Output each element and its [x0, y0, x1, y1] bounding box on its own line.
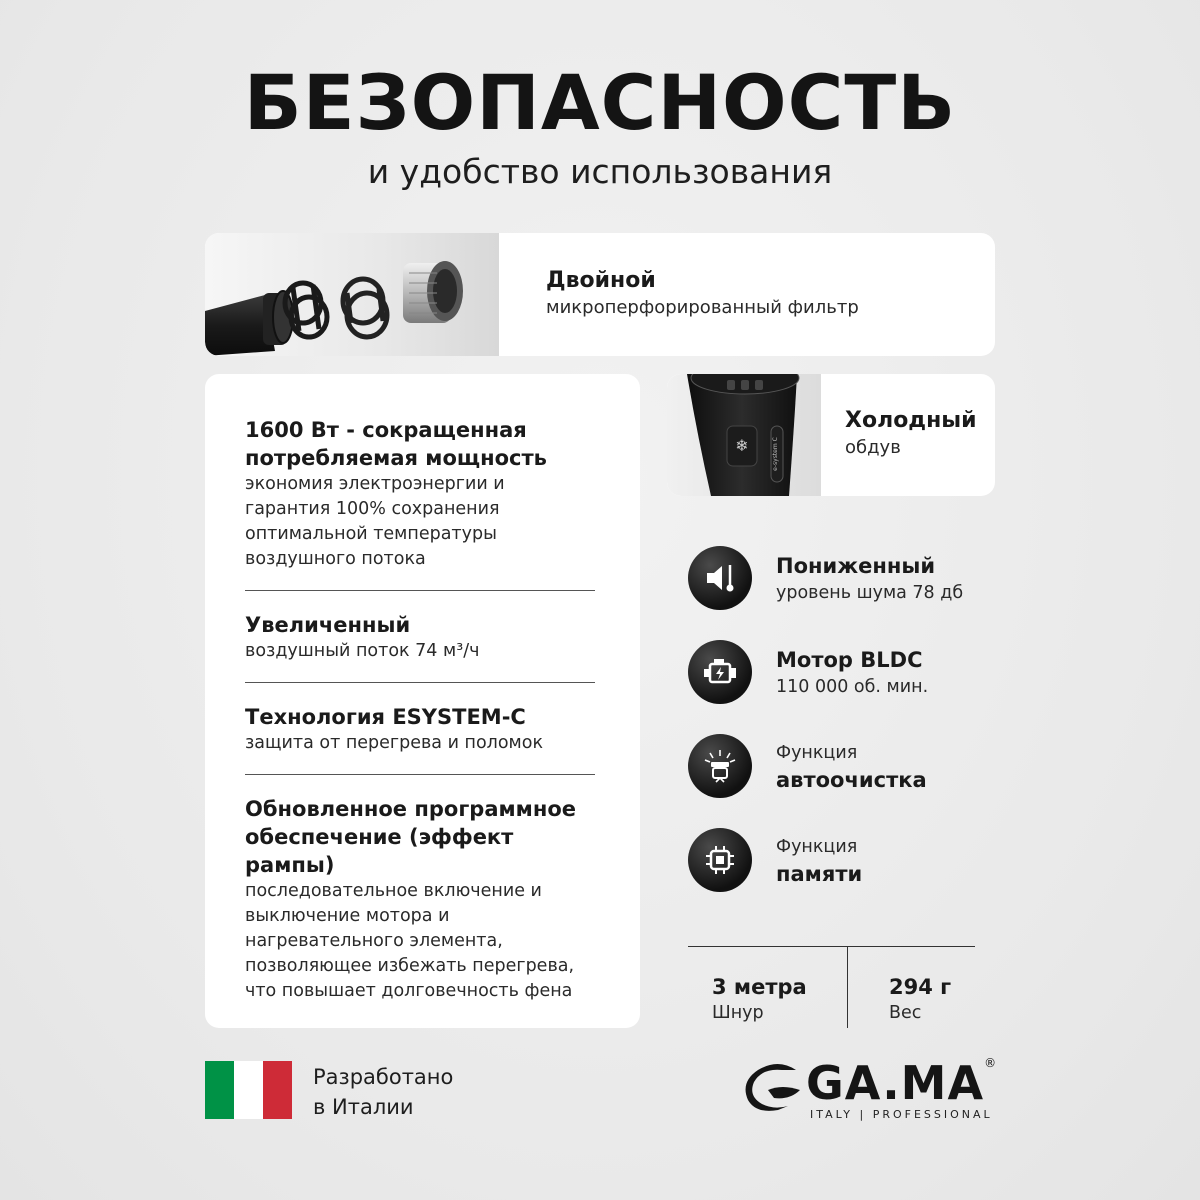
logo-tagline: ITALY | PROFESSIONAL [810, 1108, 993, 1121]
feature-airflow [245, 611, 595, 664]
filter-title: Двойной [546, 268, 656, 293]
spec-value: 294 г [889, 975, 952, 999]
logo-mark-icon [738, 1060, 808, 1116]
icon-feature-title: памяти [776, 862, 863, 886]
feature-motor [688, 640, 998, 704]
flag-stripe-red [263, 1061, 292, 1119]
spec-value: 3 метра [712, 975, 807, 999]
feature-esystem [245, 703, 595, 756]
italy-flag-icon [205, 1061, 292, 1119]
dryer-closeup-image [667, 374, 821, 496]
spec-label: Шнур [712, 1003, 764, 1023]
logo-text: GA.MA [806, 1056, 985, 1110]
logo-registered: ® [984, 1056, 998, 1070]
feature-low-noise [688, 546, 998, 610]
divider [245, 590, 595, 591]
filter-subtitle: микроперфорированный фильтр [546, 297, 859, 318]
filter-card [205, 233, 995, 356]
cold-air-card [667, 374, 995, 496]
feature-desc: экономия электроэнергии и гарантия 100% сохранения оптимальной температуры воздушного потока [245, 474, 505, 569]
speaker-icon [688, 546, 752, 610]
icon-feature-label: Функция [776, 837, 858, 857]
feature-title: Технология ESYSTEM-C [245, 705, 526, 729]
feature-software [245, 795, 595, 1004]
divider [245, 682, 595, 683]
spec-weight [889, 975, 951, 1023]
feature-desc: последовательное включение и выключение мотора и нагревательного элемента, позволяющее избежать перегрева, что повышает долговечность фена [245, 881, 575, 1001]
feature-desc: защита от перегрева и поломок [245, 733, 544, 753]
icon-feature-desc: уровень шума 78 дб [776, 583, 964, 603]
spec-label: Вес [889, 1003, 922, 1023]
device-label: e-system C [772, 437, 779, 471]
page-title: БЕЗОПАСНОСТЬ [243, 58, 957, 147]
engine-icon [688, 640, 752, 704]
feature-title: Обновленное программное обеспечение (эффект рампы) [245, 797, 577, 877]
icon-feature-title: Пониженный [776, 554, 936, 578]
made-in-italy-text [313, 1062, 453, 1122]
chip-icon [688, 828, 752, 892]
italy-line-1: Разработано [313, 1065, 454, 1089]
specs-separator [847, 946, 848, 1028]
icon-feature-title: Мотор BLDC [776, 648, 923, 672]
cold-title: Холодный [845, 408, 977, 433]
features-card [205, 374, 640, 1028]
divider [245, 774, 595, 775]
spec-cord [712, 975, 807, 1023]
feature-self-clean [688, 734, 998, 798]
italy-line-2: в Италии [313, 1095, 414, 1119]
flag-stripe-green [205, 1061, 234, 1119]
feature-title: 1600 Вт - сокращенная потребляемая мощность [245, 418, 547, 470]
cold-subtitle: обдув [845, 437, 901, 458]
svg-text:❄: ❄ [735, 436, 749, 455]
page-subtitle: и удобство использования [367, 152, 833, 191]
self-clean-icon [688, 734, 752, 798]
brand-logo [738, 1058, 998, 1124]
icon-feature-title: автоочистка [776, 768, 927, 792]
specs-divider [688, 946, 975, 947]
feature-desc: воздушный поток 74 м³/ч [245, 641, 480, 661]
icon-feature-desc: 110 000 об. мин. [776, 677, 929, 697]
icon-feature-label: Функция [776, 743, 858, 763]
flag-stripe-white [234, 1061, 263, 1119]
filter-product-image [205, 233, 499, 356]
feature-power [245, 416, 595, 572]
feature-title: Увеличенный [245, 613, 411, 637]
feature-memory [688, 828, 998, 892]
